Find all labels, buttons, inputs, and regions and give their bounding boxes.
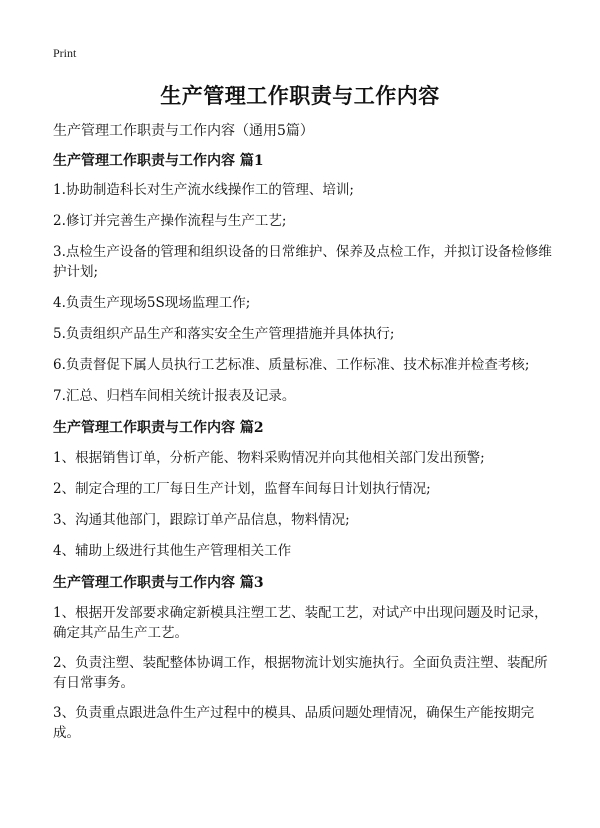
list-item: 3.点检生产设备的管理和组织设备的日常维护、保养及点检工作，并拟订设备检修维护计划; [53,244,552,280]
section-heading-3: 生产管理工作职责与工作内容 篇3 [53,575,264,591]
document-subtitle: 生产管理工作职责与工作内容（通用5篇） [53,123,314,139]
list-item: 1.协助制造科长对生产流水线操作工的管理、培训; [53,182,354,198]
list-item: 4.负责生产现场5S现场监理工作; [53,295,251,311]
list-item: 4、辅助上级进行其他生产管理相关工作 [53,543,292,559]
section-heading-1: 生产管理工作职责与工作内容 篇1 [53,153,264,169]
list-item: 3、沟通其他部门，跟踪订单产品信息，物料情况; [53,512,350,528]
list-item: 6.负责督促下属人员执行工艺标准、质量标准、工作标准、技术标准并检查考核; [53,357,530,373]
list-item: 1、根据销售订单，分析产能、物料采购情况并向其他相关部门发出预警; [53,450,485,466]
list-item: 5.负责组织产品生产和落实安全生产管理措施并具体执行; [53,326,395,342]
section-heading-2: 生产管理工作职责与工作内容 篇2 [53,420,264,436]
list-item: 3、负责重点跟进急件生产过程中的模具、品质问题处理情况，确保生产能按期完成。 [53,705,535,741]
list-item: 7.汇总、归档车间相关统计报表及记录。 [53,388,296,404]
list-item: 2、制定合理的工厂每日生产计划，监督车间每日计划执行情况; [53,481,431,497]
print-link[interactable]: Print [53,46,77,60]
list-item: 2、负责注塑、装配整体协调工作，根据物流计划实施执行。全面负责注塑、装配所有日常事务。 [53,655,548,691]
page-title: 生产管理工作职责与工作内容 [160,83,440,108]
list-item: 1、根据开发部要求确定新模具注塑工艺、装配工艺，对试产中出现问题及时记录，确定其产品生产工艺。 [53,605,548,641]
list-item: 2.修订并完善生产操作流程与生产工艺; [53,213,287,229]
